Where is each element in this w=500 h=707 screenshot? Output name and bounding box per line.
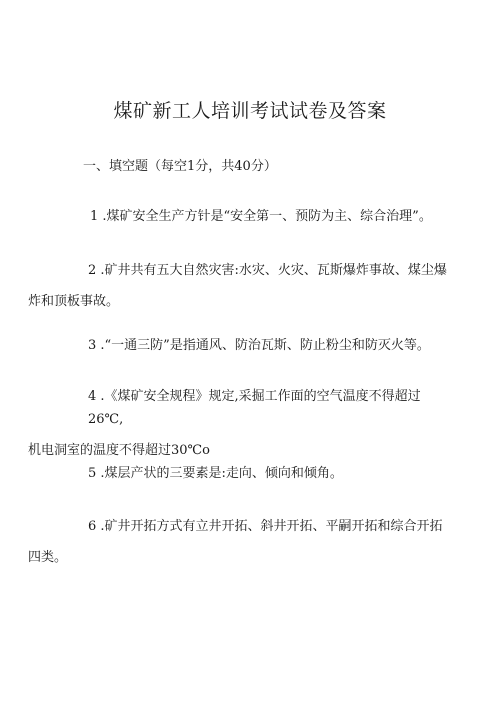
question-2-line-2: 炸和顶板事故。	[28, 294, 120, 309]
question-4-line-2: 机电洞室的温度不得超过30℃o	[28, 443, 210, 458]
section-heading: 一、填空题（每空1分，共40分）	[83, 159, 277, 174]
question-6-line-1: 6 .矿井开拓方式有立井开拓、斜井开拓、平嗣开拓和综合开拓	[88, 519, 443, 534]
question-3-line-1: 3 .“一通三防”是指通风、防治瓦斯、防止粉尘和防灭火等。	[88, 338, 430, 353]
question-1-line-1: 1 .煤矿安全生产方针是“安全第一、预防为主、综合治理”。	[90, 209, 432, 224]
question-6-line-2: 四类。	[28, 550, 68, 565]
question-5	[88, 462, 448, 485]
question-2	[28, 259, 448, 313]
question-1	[90, 205, 450, 228]
question-4-line-1: 4 .《煤矿安全规程》规定,采掘工作面的空气温度不得超过26℃,	[88, 389, 421, 427]
question-2-line-1: 2 .矿井共有五大自然灾害:水灾、火灾、瓦斯爆炸事故、煤尘爆	[88, 263, 447, 278]
question-6	[28, 515, 448, 569]
question-4	[28, 385, 448, 462]
question-3	[88, 334, 448, 357]
question-5-line-1: 5 .煤层产状的三要素是:走向、倾向和倾角。	[88, 466, 343, 481]
document-title: 煤矿新工人培训考试试卷及答案	[113, 100, 387, 122]
